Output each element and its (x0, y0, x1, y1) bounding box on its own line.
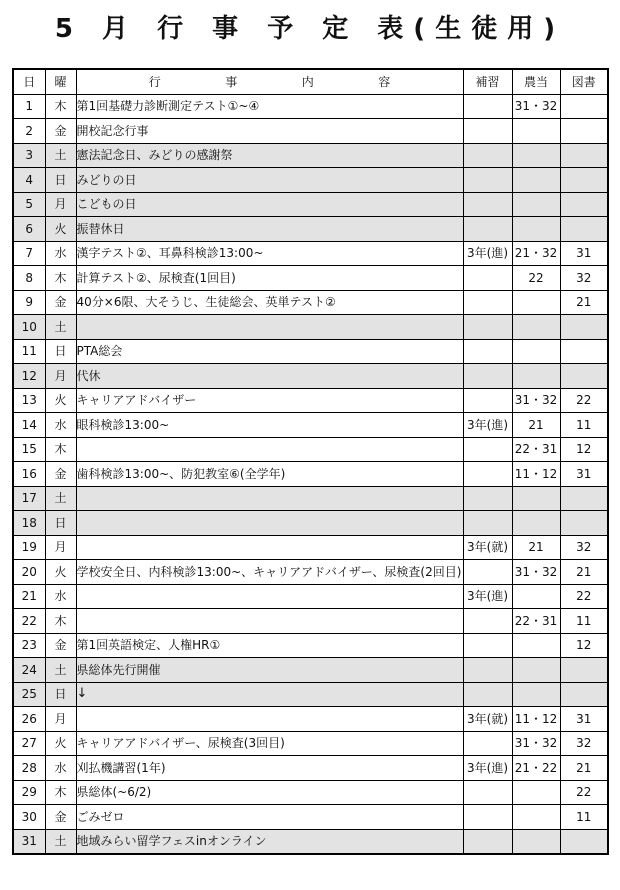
noutou-cell: 31・32 (512, 731, 560, 756)
event-cell: 計算テスト②、尿検査(1回目) (76, 266, 463, 291)
weekday-cell: 水 (45, 756, 76, 781)
table-row (13, 609, 608, 634)
hoshu-cell (463, 511, 512, 536)
table-row (13, 756, 608, 781)
hoshu-cell (463, 217, 512, 242)
noutou-cell (512, 633, 560, 658)
day-cell: 10 (13, 315, 45, 340)
table-row (13, 143, 608, 168)
weekday-cell: 木 (45, 437, 76, 462)
hoshu-cell (463, 339, 512, 364)
noutou-cell: 22 (512, 266, 560, 291)
day-cell: 16 (13, 462, 45, 487)
hoshu-cell (463, 486, 512, 511)
tosho-cell (560, 217, 608, 242)
day-cell: 25 (13, 682, 45, 707)
table-row (13, 413, 608, 438)
weekday-cell: 土 (45, 658, 76, 683)
noutou-cell (512, 339, 560, 364)
table-row (13, 511, 608, 536)
day-cell: 8 (13, 266, 45, 291)
event-cell (76, 315, 463, 340)
day-cell: 9 (13, 290, 45, 315)
table-row (13, 241, 608, 266)
weekday-cell: 日 (45, 339, 76, 364)
noutou-cell (512, 486, 560, 511)
hoshu-cell: 3年(就) (463, 707, 512, 732)
day-cell: 23 (13, 633, 45, 658)
hoshu-cell (463, 192, 512, 217)
tosho-cell (560, 339, 608, 364)
event-cell: キャリアアドバイザー、尿検査(3回目) (76, 731, 463, 756)
tosho-cell (560, 364, 608, 389)
tosho-cell: 31 (560, 707, 608, 732)
table-row (13, 560, 608, 585)
event-cell: 第1回英語検定、人権HR① (76, 633, 463, 658)
noutou-cell (512, 217, 560, 242)
weekday-cell: 月 (45, 192, 76, 217)
tosho-cell: 21 (560, 560, 608, 585)
hoshu-cell (463, 94, 512, 119)
weekday-cell: 金 (45, 633, 76, 658)
event-cell (76, 486, 463, 511)
day-cell: 11 (13, 339, 45, 364)
tosho-cell (560, 682, 608, 707)
event-cell (76, 707, 463, 732)
event-cell: 眼科検診13:00~ (76, 413, 463, 438)
noutou-cell (512, 315, 560, 340)
tosho-cell: 31 (560, 241, 608, 266)
day-cell: 24 (13, 658, 45, 683)
tosho-cell: 22 (560, 388, 608, 413)
hoshu-cell (463, 780, 512, 805)
event-cell: 振替休日 (76, 217, 463, 242)
day-cell: 7 (13, 241, 45, 266)
weekday-cell: 土 (45, 315, 76, 340)
event-cell: ごみゼロ (76, 805, 463, 830)
table-row (13, 388, 608, 413)
noutou-cell (512, 584, 560, 609)
weekday-cell: 木 (45, 780, 76, 805)
hoshu-cell (463, 633, 512, 658)
noutou-cell: 31・32 (512, 388, 560, 413)
day-cell: 15 (13, 437, 45, 462)
noutou-cell: 21 (512, 413, 560, 438)
day-cell: 27 (13, 731, 45, 756)
hoshu-cell (463, 388, 512, 413)
header-dow: 曜 (45, 69, 76, 94)
header-event-char: 内 (301, 74, 314, 89)
table-row (13, 805, 608, 830)
event-cell: 歯科検診13:00~、防犯教室⑥(全学年) (76, 462, 463, 487)
table-row (13, 119, 608, 144)
hoshu-cell (463, 168, 512, 193)
hoshu-cell (463, 609, 512, 634)
tosho-cell (560, 119, 608, 144)
event-cell: キャリアアドバイザー (76, 388, 463, 413)
event-cell (76, 437, 463, 462)
hoshu-cell: 3年(進) (463, 241, 512, 266)
hoshu-cell (463, 658, 512, 683)
table-row (13, 731, 608, 756)
weekday-cell: 日 (45, 168, 76, 193)
weekday-cell: 火 (45, 217, 76, 242)
noutou-cell (512, 658, 560, 683)
noutou-cell (512, 682, 560, 707)
page-title: 5 月 行 事 予 定 表(生徒用) (54, 14, 566, 44)
day-cell: 30 (13, 805, 45, 830)
weekday-cell: 月 (45, 707, 76, 732)
weekday-cell: 土 (45, 829, 76, 854)
tosho-cell: 22 (560, 780, 608, 805)
noutou-cell (512, 780, 560, 805)
event-cell: 40分×6限、大そうじ、生徒総会、英単テスト② (76, 290, 463, 315)
event-cell: 憲法記念日、みどりの感謝祭 (76, 143, 463, 168)
weekday-cell: 水 (45, 413, 76, 438)
day-cell: 14 (13, 413, 45, 438)
weekday-cell: 土 (45, 143, 76, 168)
weekday-cell: 木 (45, 94, 76, 119)
event-cell: 第1回基礎力診断測定テスト①~④ (76, 94, 463, 119)
hoshu-cell (463, 560, 512, 585)
weekday-cell: 金 (45, 805, 76, 830)
noutou-cell (512, 829, 560, 854)
header-noutou: 農当 (512, 69, 560, 94)
header-event-char: 事 (225, 74, 238, 89)
noutou-cell: 21・32 (512, 241, 560, 266)
event-cell (76, 609, 463, 634)
tosho-cell (560, 511, 608, 536)
event-cell: PTA総会 (76, 339, 463, 364)
weekday-cell: 木 (45, 266, 76, 291)
day-cell: 17 (13, 486, 45, 511)
event-cell: 代休 (76, 364, 463, 389)
day-cell: 12 (13, 364, 45, 389)
noutou-cell: 31・32 (512, 94, 560, 119)
noutou-cell: 22・31 (512, 609, 560, 634)
weekday-cell: 水 (45, 241, 76, 266)
table-row (13, 315, 608, 340)
day-cell: 5 (13, 192, 45, 217)
tosho-cell: 32 (560, 731, 608, 756)
weekday-cell: 金 (45, 290, 76, 315)
noutou-cell: 21・22 (512, 756, 560, 781)
tosho-cell: 11 (560, 805, 608, 830)
day-cell: 3 (13, 143, 45, 168)
table-row (13, 290, 608, 315)
hoshu-cell (463, 462, 512, 487)
event-cell: 漢字テスト②、耳鼻科検診13:00~ (76, 241, 463, 266)
weekday-cell: 日 (45, 682, 76, 707)
table-row (13, 829, 608, 854)
day-cell: 26 (13, 707, 45, 732)
tosho-cell (560, 94, 608, 119)
table-row (13, 192, 608, 217)
tosho-cell: 21 (560, 756, 608, 781)
event-cell: 学校安全日、内科検診13:00~、キャリアアドバイザー、尿検査(2回目) (76, 560, 463, 585)
day-cell: 19 (13, 535, 45, 560)
table-row (13, 682, 608, 707)
table-row (13, 462, 608, 487)
day-cell: 2 (13, 119, 45, 144)
day-cell: 13 (13, 388, 45, 413)
tosho-cell: 32 (560, 535, 608, 560)
noutou-cell (512, 805, 560, 830)
weekday-cell: 金 (45, 462, 76, 487)
noutou-cell (512, 290, 560, 315)
tosho-cell: 32 (560, 266, 608, 291)
weekday-cell: 月 (45, 364, 76, 389)
day-cell: 28 (13, 756, 45, 781)
table-row (13, 633, 608, 658)
hoshu-cell (463, 364, 512, 389)
event-cell: こどもの日 (76, 192, 463, 217)
noutou-cell: 21 (512, 535, 560, 560)
event-cell (76, 511, 463, 536)
tosho-cell (560, 168, 608, 193)
header-row (13, 69, 608, 94)
event-cell (76, 584, 463, 609)
hoshu-cell (463, 315, 512, 340)
table-row (13, 658, 608, 683)
hoshu-cell (463, 682, 512, 707)
tosho-cell: 12 (560, 633, 608, 658)
noutou-cell: 11・12 (512, 462, 560, 487)
hoshu-cell: 3年(進) (463, 413, 512, 438)
day-cell: 6 (13, 217, 45, 242)
tosho-cell (560, 192, 608, 217)
event-cell: 県総体(~6/2) (76, 780, 463, 805)
noutou-cell (512, 168, 560, 193)
weekday-cell: 金 (45, 119, 76, 144)
hoshu-cell (463, 805, 512, 830)
table-row (13, 266, 608, 291)
noutou-cell: 22・31 (512, 437, 560, 462)
tosho-cell (560, 658, 608, 683)
tosho-cell: 21 (560, 290, 608, 315)
noutou-cell (512, 364, 560, 389)
tosho-cell (560, 829, 608, 854)
tosho-cell: 11 (560, 609, 608, 634)
weekday-cell: 木 (45, 609, 76, 634)
hoshu-cell (463, 119, 512, 144)
day-cell: 22 (13, 609, 45, 634)
hoshu-cell: 3年(進) (463, 584, 512, 609)
table-row (13, 437, 608, 462)
table-row (13, 535, 608, 560)
event-cell (76, 535, 463, 560)
noutou-cell (512, 511, 560, 536)
tosho-cell (560, 486, 608, 511)
table-row (13, 707, 608, 732)
day-cell: 4 (13, 168, 45, 193)
hoshu-cell (463, 143, 512, 168)
header-event (76, 69, 463, 94)
table-row (13, 780, 608, 805)
day-cell: 20 (13, 560, 45, 585)
weekday-cell: 月 (45, 535, 76, 560)
noutou-cell (512, 119, 560, 144)
table-row (13, 94, 608, 119)
tosho-cell: 11 (560, 413, 608, 438)
day-cell: 21 (13, 584, 45, 609)
hoshu-cell (463, 731, 512, 756)
hoshu-cell (463, 437, 512, 462)
day-cell: 18 (13, 511, 45, 536)
table-row (13, 364, 608, 389)
header-tosho: 図書 (560, 69, 608, 94)
weekday-cell: 土 (45, 486, 76, 511)
table-row (13, 584, 608, 609)
day-cell: 29 (13, 780, 45, 805)
table-row (13, 168, 608, 193)
tosho-cell: 31 (560, 462, 608, 487)
tosho-cell: 22 (560, 584, 608, 609)
event-cell: ↓ (76, 682, 463, 707)
noutou-cell (512, 143, 560, 168)
event-cell: 開校記念行事 (76, 119, 463, 144)
hoshu-cell (463, 290, 512, 315)
table-row (13, 486, 608, 511)
event-cell: 刈払機講習(1年) (76, 756, 463, 781)
hoshu-cell (463, 829, 512, 854)
header-day: 日 (13, 69, 45, 94)
table-row (13, 217, 608, 242)
tosho-cell (560, 143, 608, 168)
event-cell: 地域みらい留学フェスinオンライン (76, 829, 463, 854)
weekday-cell: 火 (45, 731, 76, 756)
day-cell: 1 (13, 94, 45, 119)
schedule-table (12, 68, 609, 855)
day-cell: 31 (13, 829, 45, 854)
table-row (13, 339, 608, 364)
noutou-cell: 31・32 (512, 560, 560, 585)
header-hoshu: 補習 (463, 69, 512, 94)
noutou-cell: 11・12 (512, 707, 560, 732)
weekday-cell: 水 (45, 584, 76, 609)
hoshu-cell: 3年(進) (463, 756, 512, 781)
event-cell: みどりの日 (76, 168, 463, 193)
header-event-char: 行 (148, 74, 161, 89)
hoshu-cell (463, 266, 512, 291)
tosho-cell: 12 (560, 437, 608, 462)
tosho-cell (560, 315, 608, 340)
noutou-cell (512, 192, 560, 217)
header-event-char: 容 (378, 74, 391, 89)
weekday-cell: 日 (45, 511, 76, 536)
event-cell: 県総体先行開催 (76, 658, 463, 683)
weekday-cell: 火 (45, 560, 76, 585)
hoshu-cell: 3年(就) (463, 535, 512, 560)
weekday-cell: 火 (45, 388, 76, 413)
